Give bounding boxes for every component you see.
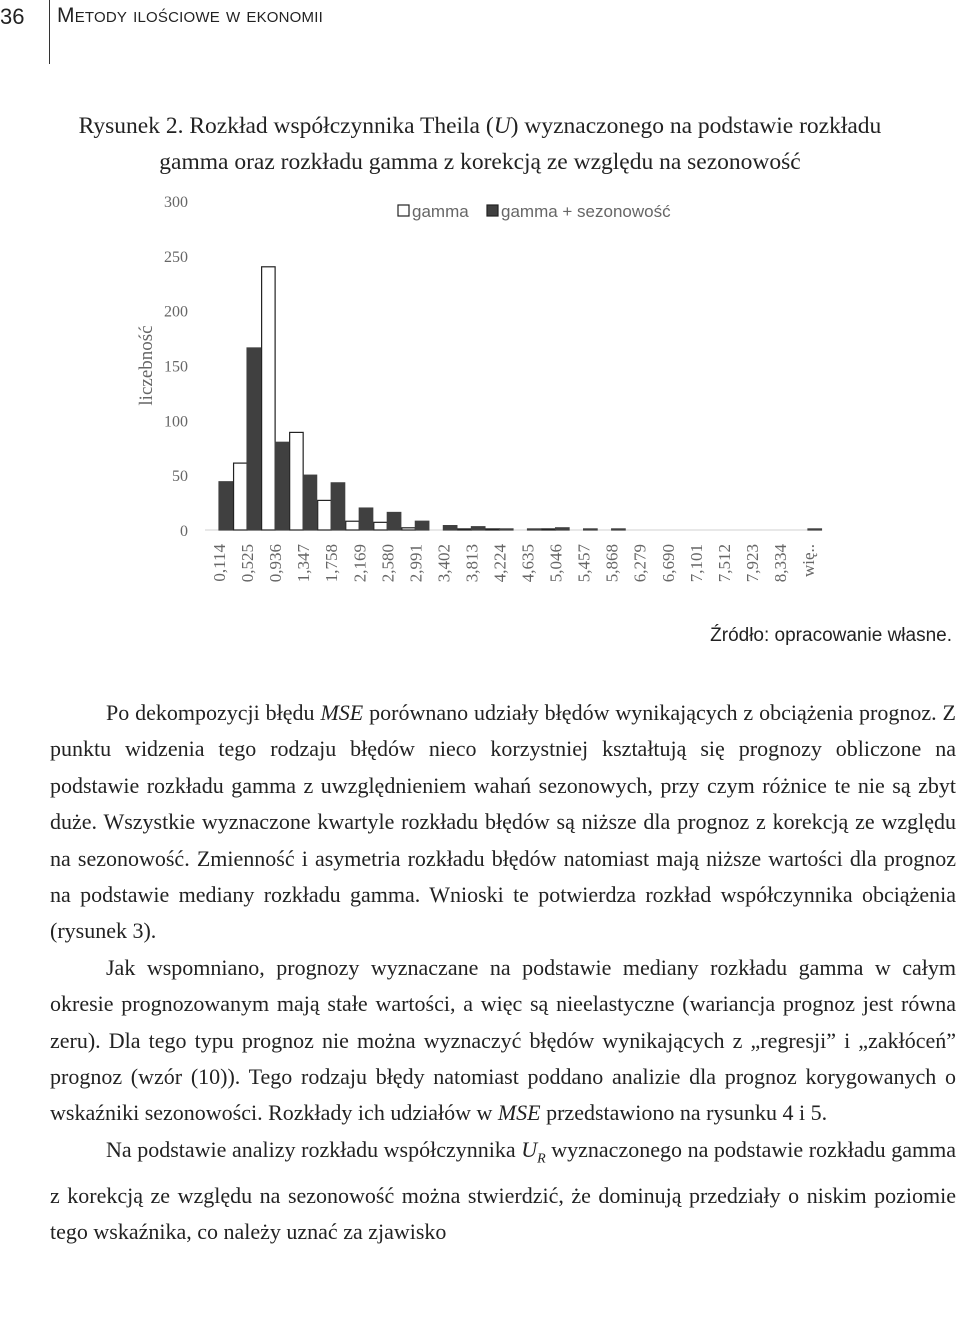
paragraph-1 [50, 695, 956, 950]
p1-mse: MSE [320, 700, 364, 725]
bar-gamma [346, 521, 360, 530]
p3-text-b: wyznaczonego na podstawie rozkładu gamma z korekcją ze względu na sezonowość można stwierdzić, że dominują przedziały o niskim poziomie tego wskaźnika, co należy uznać za zjawisko [50, 1136, 957, 1245]
bar-gamma-seasonal [387, 512, 401, 530]
caption-suffix: ) wyznaczonego na podstawie rozkładu [510, 113, 882, 139]
y-tick-label: 300 [164, 194, 188, 211]
y-tick-label: 250 [164, 248, 188, 266]
bar-gamma-seasonal [219, 482, 233, 530]
legend-label-gamma: gamma [412, 202, 469, 221]
x-tick-label: 4,224 [490, 544, 510, 583]
figure-caption-line-2: gamma oraz rozkładu gamma z korekcją ze względu na sezonowość [159, 149, 801, 175]
bar-gamma [542, 529, 556, 530]
bar-gamma [486, 529, 500, 530]
bar-gamma [402, 528, 416, 530]
bar-gamma [234, 463, 248, 530]
header-divider [49, 0, 50, 64]
x-tick-label: 8,334 [770, 544, 790, 583]
bar-gamma [458, 529, 472, 530]
figure-source: Źródło: opracowanie własne. [710, 625, 952, 646]
x-tick-label: 0,525 [238, 544, 258, 583]
bar-gamma-seasonal [443, 526, 457, 530]
x-tick-label: 2,169 [350, 544, 370, 583]
p3-text-a: Na podstawie analizy rozkładu współczynnika [106, 1136, 522, 1162]
x-tick-label: 7,923 [742, 544, 762, 583]
x-tick-label: 6,279 [630, 544, 650, 583]
p3-u: U [521, 1136, 538, 1162]
y-tick-label: 0 [180, 523, 188, 540]
bar-gamma-seasonal [359, 508, 373, 530]
legend-label-gamma-seasonal: gamma + sezonowość [501, 202, 671, 221]
legend-swatch-gamma-seasonal [487, 205, 498, 216]
y-tick-label: 50 [172, 468, 188, 486]
p1-text-a: Po dekompozycji błędu [106, 700, 321, 725]
x-tick-label: 2,580 [378, 544, 398, 583]
p2-mse: MSE [497, 1100, 541, 1126]
bar-gamma-seasonal [303, 475, 317, 530]
bar-gamma-seasonal [612, 529, 626, 530]
p1-text-b: porównano udziały błędów wynikających z obciążenia prognoz. Z punktu widzenia tego rodzaju błędów nieco korzystniej kształtują się prognozy obliczone na podstawie rozkładu gamma z uwzględnieniem wahań sezonowych, przy czym różnice te nie są zbyt duże. Wszystkie wyznaczone kwartyle rozkładu błędów są niższe dla prognoz z korekcją ze względu na sezonowość. Zmienność i asymetria rozkładu błędów natomiast mają niższe wartości dla prognoz na podstawie mediany rozkładu gamma. Wnioski te potwierdza rozkład współczynnika obciążenia (rysunek 3). [50, 700, 956, 944]
bar-gamma-seasonal [275, 442, 289, 530]
bar-gamma [318, 500, 332, 530]
legend-swatch-gamma [398, 205, 409, 216]
x-tick-label: 1,347 [294, 544, 314, 583]
bar-gamma [290, 432, 304, 530]
bar-gamma-seasonal [471, 527, 485, 530]
page-number: 36 [0, 4, 25, 29]
x-tick-label: 5,868 [602, 544, 622, 583]
bar-gamma-seasonal [556, 528, 570, 530]
p2-text-b: przedstawiono na rysunku 4 i 5. [540, 1100, 828, 1126]
bar-gamma-seasonal [499, 529, 513, 530]
caption-variable: U [493, 113, 511, 139]
bar-gamma-seasonal [584, 529, 598, 530]
x-tick-label: wię.. [798, 544, 818, 578]
x-tick-label: 2,991 [406, 544, 426, 583]
y-tick-label: 100 [164, 413, 188, 431]
p2-text-a: Jak wspomniano, prognozy wyznaczane na podstawie mediany rozkładu gamma w całym okresie prognozowanym mają stałe wartości, a więc są nieelastyczne (wariancja prognoz jest równa zeru). Dla tego typu prognoz nie można wyznaczyć błędów wynikających z „regresji” i „zakłóceń” prognoz (wzór (10)). Tego rodzaju błędy natomiast poddano analizie dla prognoz korygowanych o wskaźniki sezonowości. Rozkłady ich udziałów w [50, 954, 956, 1126]
body-text [50, 695, 956, 1250]
x-tick-label: 1,758 [322, 544, 342, 583]
bar-gamma [262, 267, 276, 530]
x-tick-label: 3,402 [434, 544, 454, 583]
y-axis-label: liczebność [136, 325, 157, 406]
x-tick-label: 5,457 [574, 544, 594, 583]
x-tick-label: 0,114 [210, 544, 230, 582]
running-title: Metody ilościowe w ekonomii [57, 4, 323, 27]
bar-gamma-seasonal [415, 521, 429, 530]
paragraph-2 [50, 950, 956, 1132]
caption-prefix: Rysunek 2. Rozkład współczynnika Theila ( [78, 113, 494, 139]
p3-subscript: R [537, 1151, 546, 1167]
x-tick-label: 4,635 [518, 544, 538, 583]
x-tick-label: 0,936 [266, 544, 286, 583]
paragraph-3 [50, 1132, 956, 1251]
histogram-chart [0, 186, 960, 616]
bar-gamma-seasonal [528, 529, 542, 530]
bar-gamma-seasonal [808, 529, 822, 530]
x-tick-label: 7,101 [686, 544, 706, 583]
figure-caption-line-1 [0, 108, 960, 144]
x-tick-label: 3,813 [462, 544, 482, 583]
y-tick-label: 150 [164, 358, 188, 376]
figure-caption [0, 108, 960, 180]
bar-gamma [374, 522, 388, 530]
x-tick-label: 6,690 [658, 544, 678, 583]
x-tick-label: 5,046 [546, 544, 566, 583]
page-header [0, 0, 960, 64]
bar-gamma-seasonal [247, 348, 261, 530]
x-tick-label: 7,512 [714, 544, 734, 583]
bar-gamma-seasonal [331, 483, 345, 530]
y-tick-label: 200 [164, 303, 188, 321]
